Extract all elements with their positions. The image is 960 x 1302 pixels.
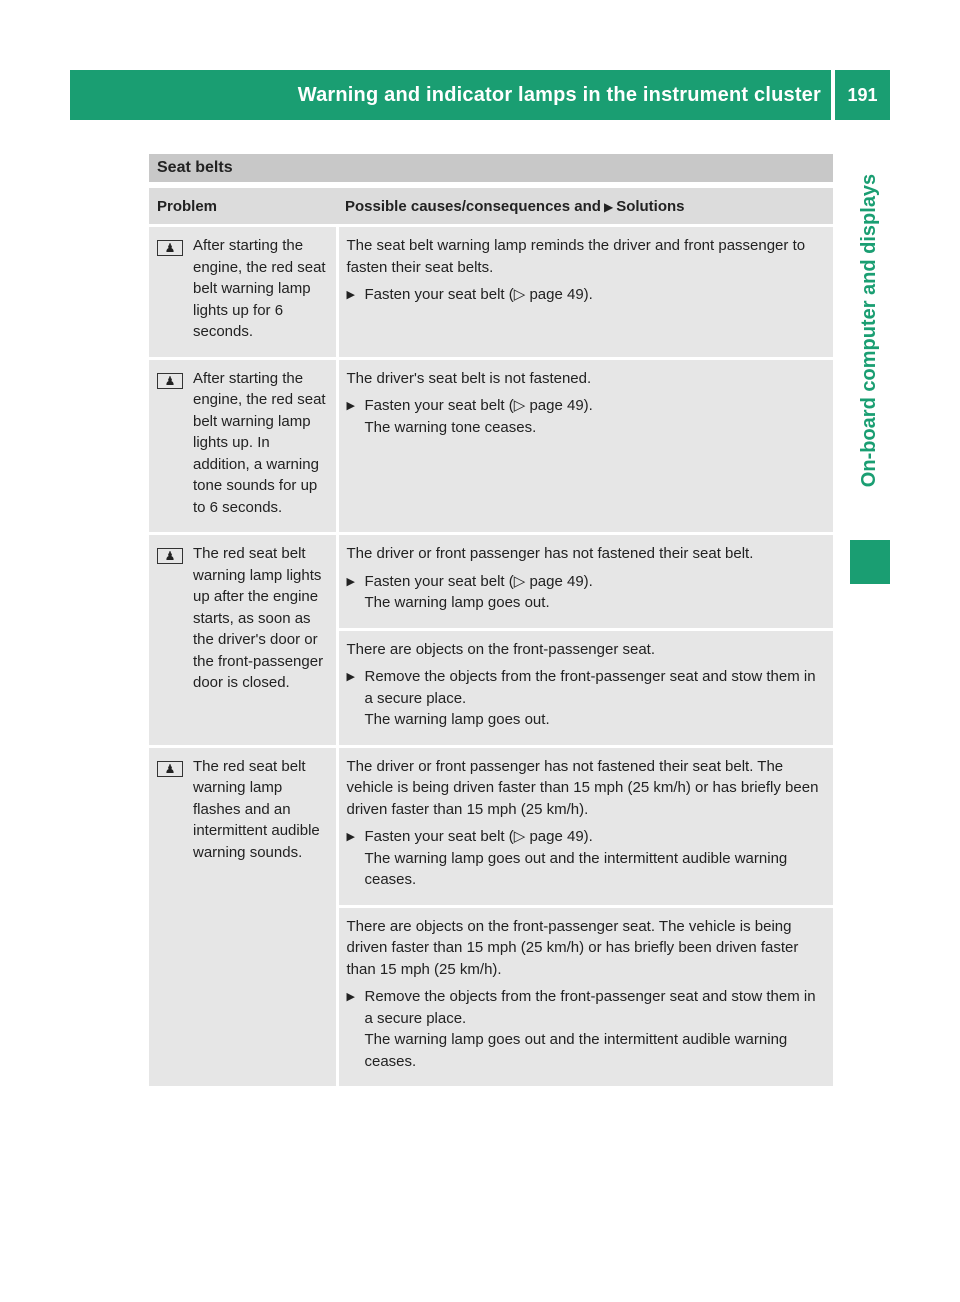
cause-text: The seat belt warning lamp reminds the driver and front passenger to fasten their seat belts. (346, 237, 806, 276)
step-text: Fasten your seat belt (▷ page 49). (364, 397, 593, 414)
side-tab-label: On-board computer and displays (858, 173, 881, 487)
solution-cell (337, 358, 833, 534)
problem-cell (149, 746, 337, 1086)
column-header-problem: Problem (149, 188, 337, 226)
column-header-solutions-pre: Possible causes/consequences and (345, 197, 601, 215)
arrow-right-icon: ▶ (346, 991, 355, 1003)
problem-text: The red seat belt warning lamp flashes and an intermittent audible warning sounds. (193, 757, 320, 861)
problem-cell (149, 226, 337, 359)
problem-cell (149, 534, 337, 747)
step-text: Fasten your seat belt (▷ page 49). (364, 286, 593, 303)
seat-belts-table-section (149, 154, 833, 1086)
step-result-text: The warning tone ceases. (364, 418, 537, 436)
header-title: Warning and indicator lamps in the instrument cluster (297, 83, 821, 106)
seat-belt-icon: ♟ (157, 240, 183, 256)
table-body (149, 226, 833, 1087)
problem-cell (149, 358, 337, 534)
problem-text: The red seat belt warning lamp lights up after the engine starts, as soon as the driver's door or the front-passenger door is closed. (193, 545, 324, 691)
arrow-right-icon: ▶ (603, 199, 614, 214)
arrow-right-icon: ▶ (346, 400, 355, 412)
step-result-text: The warning lamp goes out and the intermittent audible warning ceases. (364, 1031, 788, 1070)
solution-step (347, 395, 826, 438)
table-title: Seat belts (149, 154, 833, 182)
page-header (70, 70, 831, 120)
column-header-solutions (337, 188, 833, 226)
step-result-text: The warning lamp goes out and the intermittent audible warning ceases. (364, 849, 788, 888)
table-row (149, 226, 833, 359)
solution-step (347, 284, 826, 307)
table-row (149, 746, 833, 906)
step-text: Fasten your seat belt (▷ page 49). (364, 572, 593, 590)
arrow-right-icon: ▶ (346, 671, 355, 683)
solution-step (347, 986, 826, 1072)
arrow-right-icon: ▶ (346, 575, 355, 588)
problem-text: After starting the engine, the red seat belt warning lamp lights up for 6 seconds. (193, 237, 326, 340)
solution-step (347, 571, 826, 614)
step-result-text: The warning lamp goes out. (364, 711, 550, 728)
page-number: 191 (835, 70, 890, 120)
table-row (149, 534, 833, 630)
step-text: Remove the objects from the front-passenger seat and stow them in a secure place. (364, 988, 816, 1027)
seat-belt-icon: ♟ (157, 761, 183, 777)
seat-belts-table (149, 188, 833, 1086)
table-row (149, 358, 833, 534)
arrow-right-icon: ▶ (346, 289, 355, 301)
solution-cell (337, 629, 833, 746)
cause-text: There are objects on the front-passenger seat. The vehicle is being driven faster than 15 mph (25 km/h) or has briefly been driven faster than 15 mph (25 km/h). (346, 917, 799, 978)
cause-text: There are objects on the front-passenger seat. (346, 640, 656, 658)
cause-text: The driver or front passenger has not fastened their seat belt. (346, 545, 754, 562)
step-result-text: The warning lamp goes out. (364, 594, 550, 611)
column-header-solutions-post: Solutions (616, 197, 685, 215)
seat-belt-icon: ♟ (157, 373, 183, 389)
solution-cell (337, 534, 833, 630)
solution-cell (337, 226, 833, 359)
solution-cell (337, 906, 833, 1086)
cause-text: The driver or front passenger has not fastened their seat belt. The vehicle is being driven faster than 15 mph (25 km/h) or has briefly been driven faster than 15 mph (25 km/h). (346, 757, 819, 818)
arrow-right-icon: ▶ (346, 831, 355, 843)
side-tab-marker (850, 540, 890, 584)
cause-text: The driver's seat belt is not fastened. (346, 369, 592, 387)
solution-cell (337, 746, 833, 906)
table-header-row (149, 188, 833, 226)
side-tab (850, 130, 890, 530)
step-text: Remove the objects from the front-passenger seat and stow them in a secure place. (364, 668, 816, 707)
solution-step (347, 826, 826, 891)
solution-step (347, 666, 826, 731)
step-text: Fasten your seat belt (▷ page 49). (364, 828, 593, 845)
seat-belt-icon: ♟ (157, 548, 183, 564)
problem-text: After starting the engine, the red seat belt warning lamp lights up. In addition, a warning tone sounds for up to 6 seconds. (193, 369, 326, 516)
